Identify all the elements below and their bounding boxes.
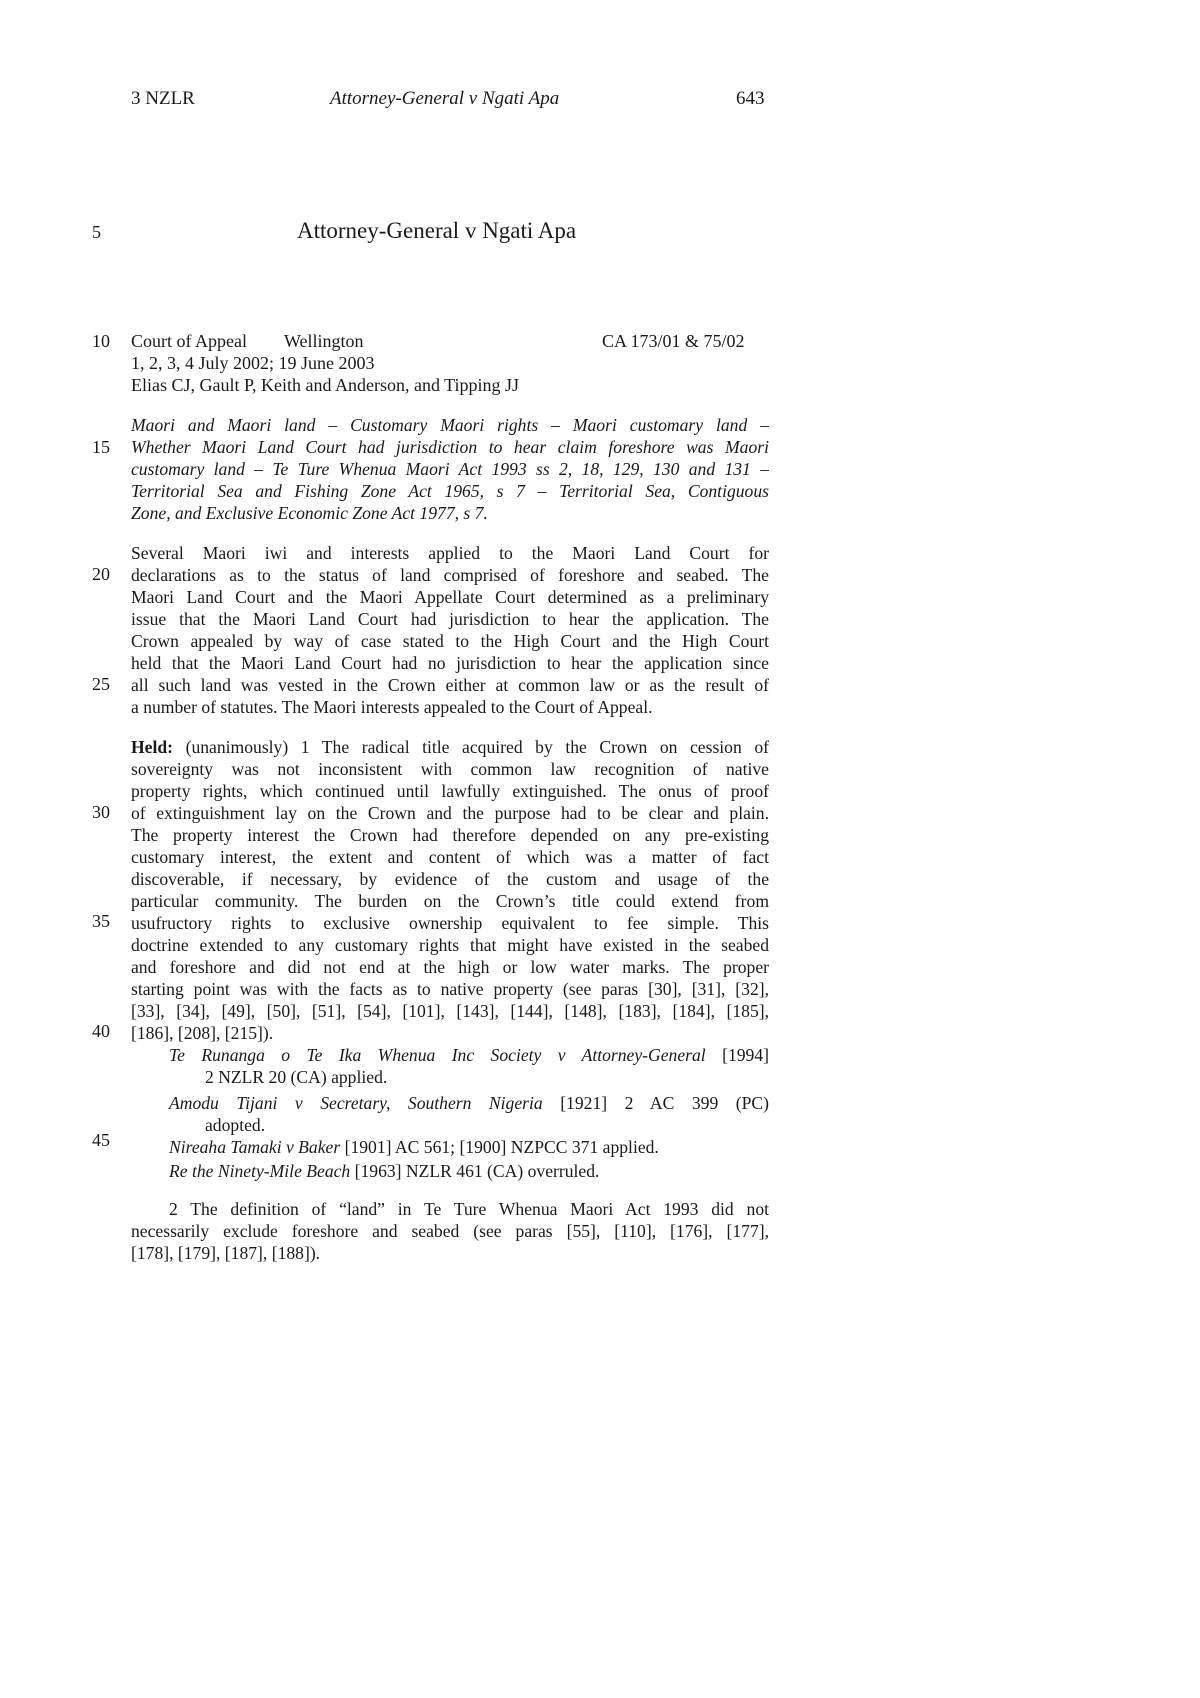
line-number: 10 xyxy=(92,331,110,351)
held-first-line-text: (unanimously) 1 The radical title acquired by the Crown on cession of xyxy=(185,737,769,757)
held-line: particular community. The burden on the Crown’s title could extend from xyxy=(131,891,769,911)
citation-item xyxy=(169,1092,769,1136)
summary-line: Maori Land Court and the Maori Appellate Court determined as a preliminary xyxy=(131,587,769,607)
line-number: 20 xyxy=(92,564,110,584)
summary-line: all such land was vested in the Crown either at common law or as the result of xyxy=(131,675,769,695)
page-number: 643 xyxy=(736,88,765,109)
holding-2-line: necessarily exclude foreshore and seabed (see paras [55], [110], [176], [177], xyxy=(131,1221,769,1241)
case-number: CA 173/01 & 75/02 xyxy=(602,331,745,351)
judges: Elias CJ, Gault P, Keith and Anderson, and Tipping JJ xyxy=(131,375,520,395)
held-line: The property interest the Crown had therefore depended on any pre-existing xyxy=(131,825,769,845)
citation-line xyxy=(169,1092,769,1114)
summary-line: a number of statutes. The Maori interests appealed to the Court of Appeal. xyxy=(131,697,653,717)
citation-ref: [1921] 2 AC 399 (PC) xyxy=(542,1093,769,1113)
citation-line xyxy=(169,1136,769,1158)
citation-ref: [1963] NZLR 461 (CA) overruled. xyxy=(350,1161,600,1181)
catchwords-line: Maori and Maori land – Customary Maori rights – Maori customary land – xyxy=(131,415,769,435)
running-head-title: Attorney-General v Ngati Apa xyxy=(330,88,560,109)
citation-line xyxy=(169,1160,769,1182)
held-line: doctrine extended to any customary rights that might have existed in the seabed xyxy=(131,935,769,955)
catchwords-line: Zone, and Exclusive Economic Zone Act 1977, s 7. xyxy=(131,503,488,523)
held-line: [33], [34], [49], [50], [51], [54], [101], [143], [144], [148], [183], [184], [185], xyxy=(131,1001,769,1021)
citation-ref: [1901] AC 561; [1900] NZPCC 371 applied. xyxy=(340,1137,659,1157)
line-number: 35 xyxy=(92,911,110,931)
summary-line: Crown appealed by way of case stated to the High Court and the High Court xyxy=(131,631,769,651)
held-line: usufructory rights to exclusive ownership equivalent to fee simple. This xyxy=(131,913,769,933)
citation-line xyxy=(169,1044,769,1066)
summary-paragraph xyxy=(131,542,769,718)
held-paragraph xyxy=(131,736,769,1044)
catchwords-line: Territorial Sea and Fishing Zone Act 1965, s 7 – Territorial Sea, Contiguous xyxy=(131,481,769,501)
citation-ref-cont: adopted. xyxy=(205,1115,266,1135)
catchwords-line: Whether Maori Land Court had jurisdiction to hear claim foreshore was Maori xyxy=(131,437,769,457)
summary-line: Several Maori iwi and interests applied to the Maori Land Court for xyxy=(131,543,769,563)
court-place: Wellington xyxy=(284,331,364,351)
catchwords-line: customary land – Te Ture Whenua Maori Act 1993 ss 2, 18, 129, 130 and 131 – xyxy=(131,459,769,479)
held-line: property rights, which continued until lawfully extinguished. The onus of proof xyxy=(131,781,769,801)
holding-2-paragraph xyxy=(131,1198,769,1264)
holding-2-line: [178], [179], [187], [188]). xyxy=(131,1243,321,1263)
line-number: 25 xyxy=(92,674,110,694)
hearing-dates: 1, 2, 3, 4 July 2002; 19 June 2003 xyxy=(131,353,375,373)
catchwords xyxy=(131,414,769,524)
line-number: 45 xyxy=(92,1130,110,1150)
line-number: 5 xyxy=(92,222,101,242)
line-number: 30 xyxy=(92,802,110,822)
line-number: 40 xyxy=(92,1021,110,1041)
citation-ref-cont: 2 NZLR 20 (CA) applied. xyxy=(205,1067,388,1087)
holding-2-line: 2 The definition of “land” in Te Ture Whenua Maori Act 1993 did not xyxy=(169,1199,769,1219)
held-line: sovereignty was not inconsistent with common law recognition of native xyxy=(131,759,769,779)
citation-case: Nireaha Tamaki v Baker xyxy=(169,1137,341,1157)
citation-case: Re the Ninety-Mile Beach xyxy=(169,1161,351,1181)
held-line: discoverable, if necessary, by evidence of the custom and usage of the xyxy=(131,869,769,889)
held-line: [186], [208], [215]). xyxy=(131,1023,274,1043)
summary-line: issue that the Maori Land Court had jurisdiction to hear the application. The xyxy=(131,609,769,629)
held-line: and foreshore and did not end at the high or low water marks. The proper xyxy=(131,957,769,977)
citation-item xyxy=(169,1136,769,1158)
held-line: customary interest, the extent and content of which was a matter of fact xyxy=(131,847,769,867)
summary-line: held that the Maori Land Court had no jurisdiction to hear the application since xyxy=(131,653,769,673)
held-line: starting point was with the facts as to native property (see paras [30], [31], [32], xyxy=(131,979,769,999)
case-title: Attorney-General v Ngati Apa xyxy=(297,218,577,243)
running-head-volume: 3 NZLR xyxy=(131,88,195,109)
held-line: of extinguishment lay on the Crown and the purpose had to be clear and plain. xyxy=(131,803,769,823)
held-first-line xyxy=(131,736,769,758)
summary-line: declarations as to the status of land comprised of foreshore and seabed. The xyxy=(131,565,769,585)
citation-case: Te Runanga o Te Ika Whenua Inc Society v Attorney-General xyxy=(169,1045,706,1065)
citation-item xyxy=(169,1160,769,1182)
held-label: Held: xyxy=(131,737,174,757)
court-name: Court of Appeal xyxy=(131,331,247,351)
citation-ref: [1994] xyxy=(705,1045,769,1065)
line-number: 15 xyxy=(92,437,110,457)
citation-case: Amodu Tijani v Secretary, Southern Nigeria xyxy=(169,1093,543,1113)
citation-item xyxy=(169,1044,769,1088)
